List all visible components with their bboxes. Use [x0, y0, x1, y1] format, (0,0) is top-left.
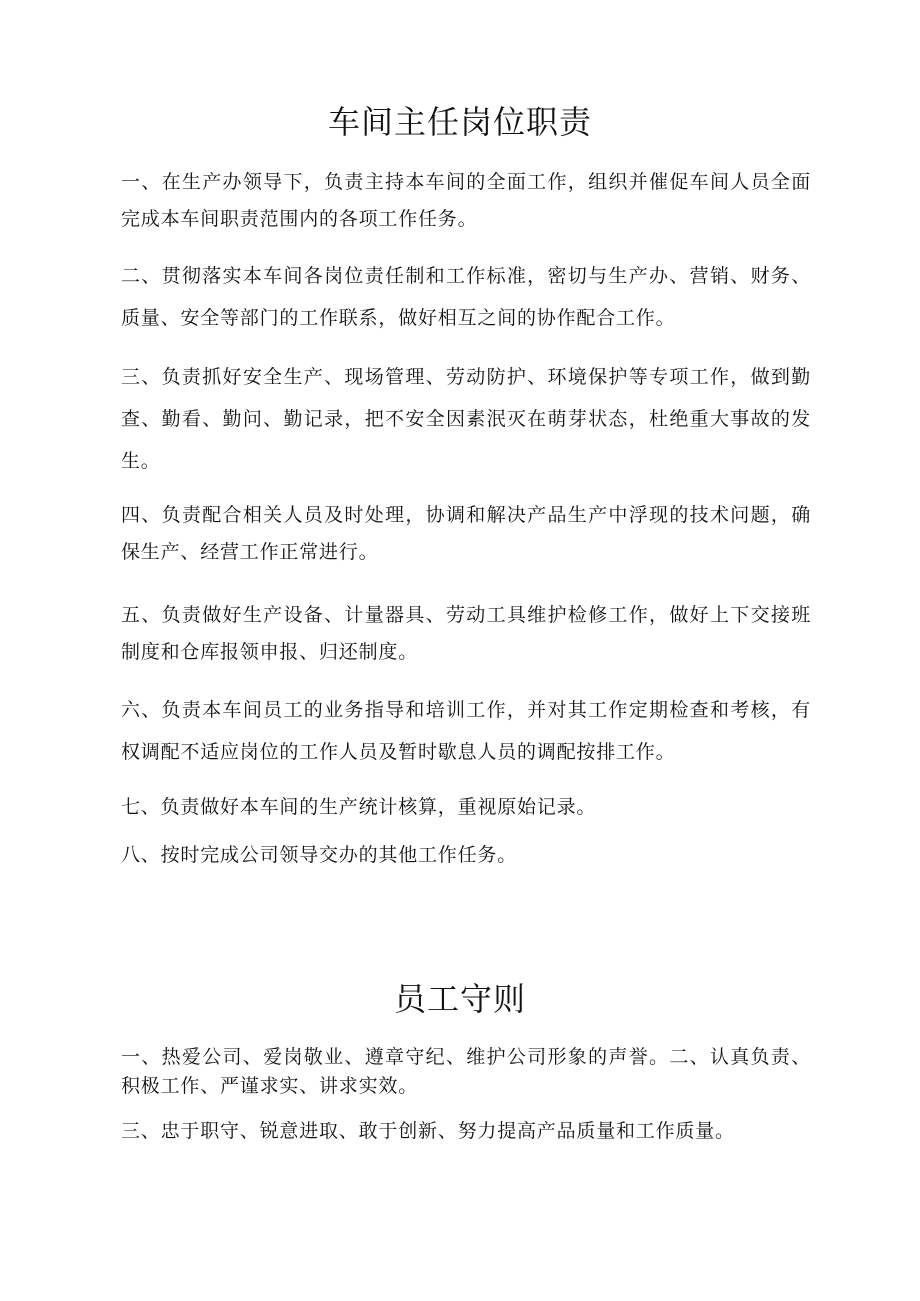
section-title-workshop-director: 车间主任岗位职责 [327, 103, 592, 141]
duty-paragraph-4: 四、负责配合相关人员及时处理，协调和解决产品生产中浮现的技术问题，确保生产、经营工作正常进行。 [121, 504, 811, 563]
duty-paragraph-3: 三、负责抓好安全生产、现场管理、劳动防护、环境保护等专项工作，做到勤查、勤看、勤问、勤记录，把不安全因素泯灭在萌芽状态，杜绝重大事故的发生。 [121, 366, 811, 472]
duty-paragraph-6: 六、负责本车间员工的业务指导和培训工作，并对其工作定期检查和考核，有权调配不适应岗位的工作人员及暂时歇息人员的调配按排工作。 [121, 699, 811, 763]
duty-paragraph-7: 七、负责做好本车间的生产统计核算，重视原始记录。 [121, 796, 597, 818]
duty-paragraph-2: 二、贯彻落实本车间各岗位责任制和工作标准，密切与生产办、营销、财务、质量、安全等部门的工作联系，做好相互之间的协作配合工作。 [121, 265, 811, 329]
duty-paragraph-5: 五、负责做好生产设备、计量器具、劳动工具维护检修工作，做好上下交接班制度和仓库报领申报、归还制度。 [121, 604, 811, 663]
section-title-employee-rules: 员工守则 [393, 980, 526, 1018]
duty-paragraph-1: 一、在生产办领导下，负责主持本车间的全面工作，组织并催促车间人员全面完成本车间职责范围内的各项工作任务。 [121, 171, 811, 230]
rule-paragraph-1: 一、热爱公司、爱岗敬业、遵章守纪、维护公司形象的声誉。二、认真负责、积极工作、严谨求实、讲求实效。 [121, 1046, 811, 1097]
duty-paragraph-8: 八、按时完成公司领导交办的其他工作任务。 [121, 844, 518, 866]
rule-paragraph-2: 三、忠于职守、锐意进取、敢于创新、努力提高产品质量和工作质量。 [121, 1120, 735, 1142]
